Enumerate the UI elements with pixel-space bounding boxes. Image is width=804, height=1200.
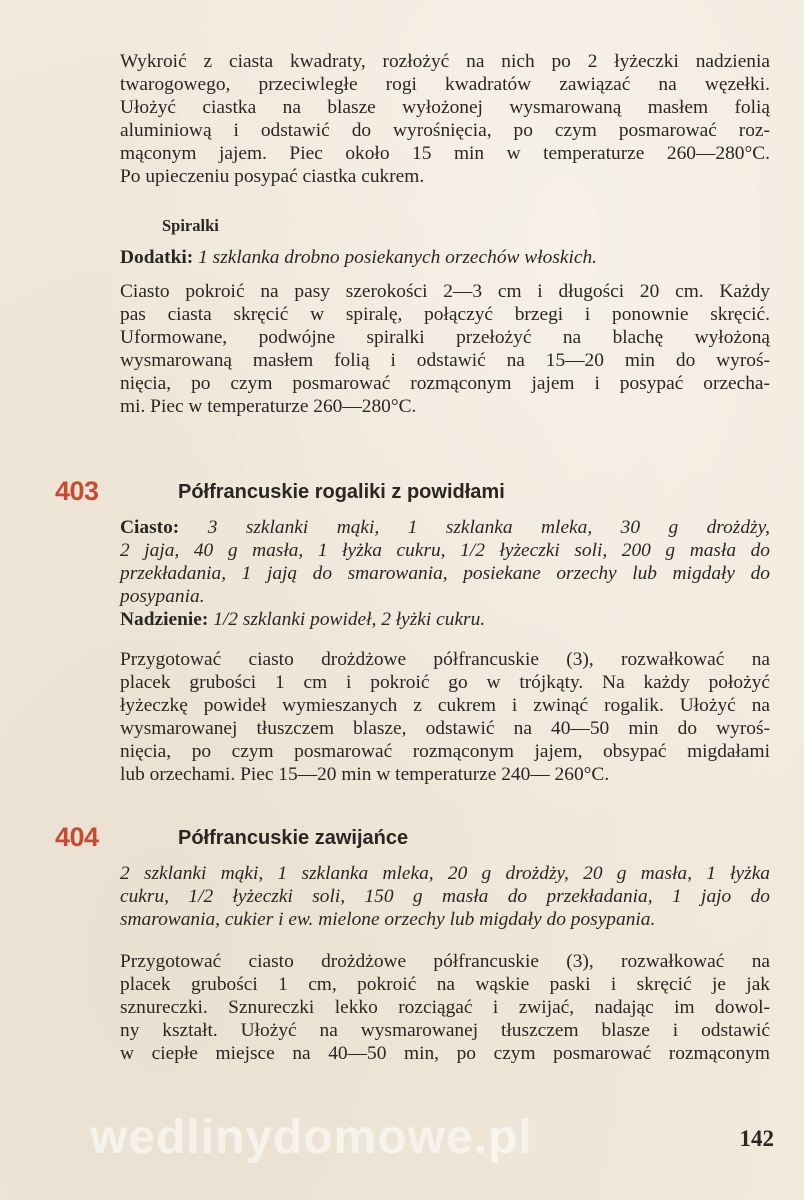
text-line: wysmarowaną masłem folią i odstawić na 15—20 min do wyroś- bbox=[120, 350, 770, 371]
text-line: Uformowane, podwójne spiralki przełożyć na blachę wyłożoną bbox=[120, 327, 770, 348]
dough-line: przekładania, 1 jają do smarowania, posiekane orzechy lub migdały do bbox=[120, 563, 770, 584]
recipe-number-403: 403 bbox=[55, 476, 99, 506]
ingredient-line: 2 szklanki mąki, 1 szklanka mleka, 20 g drożdży, 20 g masła, 1 łyżka bbox=[120, 863, 770, 884]
recipe-404-ingredients bbox=[120, 862, 770, 931]
additions-label: Dodatki: bbox=[120, 247, 194, 268]
text-line: nięcia, po czym posmarować rozmąconym jajem, obsypać migdałami bbox=[120, 741, 770, 762]
text-line: Przygotować ciasto drożdżowe półfrancuskie (3), rozwałkować na bbox=[120, 649, 770, 670]
dough-line: posypania. bbox=[120, 586, 205, 607]
recipe-403-body bbox=[120, 648, 770, 786]
text-line: ny kształt. Ułożyć na wysmarowanej tłuszczem blasze i odstawić bbox=[120, 1020, 770, 1041]
text-line: mąconym jajem. Piec około 15 min w temperaturze 260—280°C. bbox=[120, 143, 770, 164]
additions-text: 1 szklanka drobno posiekanych orzechów włoskich. bbox=[198, 247, 598, 268]
text-line: Po upieczeniu posypać ciastka cukrem. bbox=[120, 166, 425, 187]
text-line: sznureczki. Sznureczki lekko rozciągać i zwijać, nadając im dowol- bbox=[120, 997, 770, 1018]
text-line: Przygotować ciasto drożdżowe półfrancuskie (3), rozwałkować na bbox=[120, 951, 770, 972]
recipe-title-404: Półfrancuskie zawijańce bbox=[178, 827, 409, 849]
dough-text: 3 szklanki mąki, 1 szklanka mleka, 30 g drożdży, bbox=[207, 517, 770, 538]
intro-paragraph bbox=[120, 50, 770, 188]
recipe-number-404: 404 bbox=[55, 822, 99, 852]
filling-label: Nadzienie: bbox=[120, 609, 209, 630]
text-line: placek grubości 1 cm i pokroić go w trójkąty. Na każdy położyć bbox=[120, 672, 770, 693]
ingredient-line: cukru, 1/2 łyżeczki soli, 150 g masła do przekładania, 1 jajo do bbox=[120, 886, 770, 907]
text-line: w ciepłe miejsce na 40—50 min, po czym posmarować rozmąconym bbox=[120, 1043, 770, 1064]
spiralki-body bbox=[120, 280, 770, 418]
recipe-404-body bbox=[120, 950, 770, 1065]
text-line: nięcia, po czym posmarować rozmąconym jajem i posypać orzecha- bbox=[120, 373, 770, 394]
text-line: aluminiową i odstawić do wyrośnięcia, po czym posmarować roz- bbox=[120, 120, 770, 141]
additions-line bbox=[120, 246, 770, 269]
text-line: placek grubości 1 cm, pokroić na wąskie paski i skręcić je jak bbox=[120, 974, 770, 995]
watermark: wedlinydomowe.pl bbox=[90, 1111, 533, 1164]
text-line: Ciasto pokroić na pasy szerokości 2—3 cm i długości 20 cm. Każdy bbox=[120, 281, 770, 302]
page-number: 142 bbox=[739, 1126, 774, 1151]
filling-line bbox=[120, 608, 770, 631]
text-line: lub orzechami. Piec 15—20 min w temperaturze 240— 260°C. bbox=[120, 764, 610, 785]
text-line: łyżeczkę powideł wymieszanych z cukrem i zwinąć rogalik. Ułożyć na bbox=[120, 695, 770, 716]
spiralki-title: Spiralki bbox=[162, 216, 219, 235]
recipe-403-dough bbox=[120, 516, 770, 631]
recipe-title-403: Półfrancuskie rogaliki z powidłami bbox=[178, 481, 505, 503]
dough-label: Ciasto: bbox=[120, 517, 180, 538]
text-line: Ułożyć ciastka na blasze wyłożonej wysmarowaną masłem folią bbox=[120, 97, 770, 118]
dough-line: 2 jaja, 40 g masła, 1 łyżka cukru, 1/2 łyżeczki soli, 200 g masła do bbox=[120, 540, 770, 561]
ingredient-line: smarowania, cukier i ew. mielone orzechy lub migdały do posypania. bbox=[120, 909, 656, 930]
text-line: Wykroić z ciasta kwadraty, rozłożyć na nich po 2 łyżeczki nadzienia bbox=[120, 51, 770, 72]
text-line: wysmarowanej tłuszczem blasze, odstawić na 40—50 min do wyroś- bbox=[120, 718, 770, 739]
filling-text: 1/2 szklanki powideł, 2 łyżki cukru. bbox=[213, 609, 486, 630]
text-line: pas ciasta skręcić w spiralę, połączyć brzegi i ponownie skręcić. bbox=[120, 304, 770, 325]
text-line: mi. Piec w temperaturze 260—280°C. bbox=[120, 396, 417, 417]
dough-line bbox=[120, 516, 770, 539]
text-line: twarogowego, przeciwległe rogi kwadratów zawiązać na węzełki. bbox=[120, 74, 770, 95]
spiralki-additions bbox=[120, 246, 770, 269]
